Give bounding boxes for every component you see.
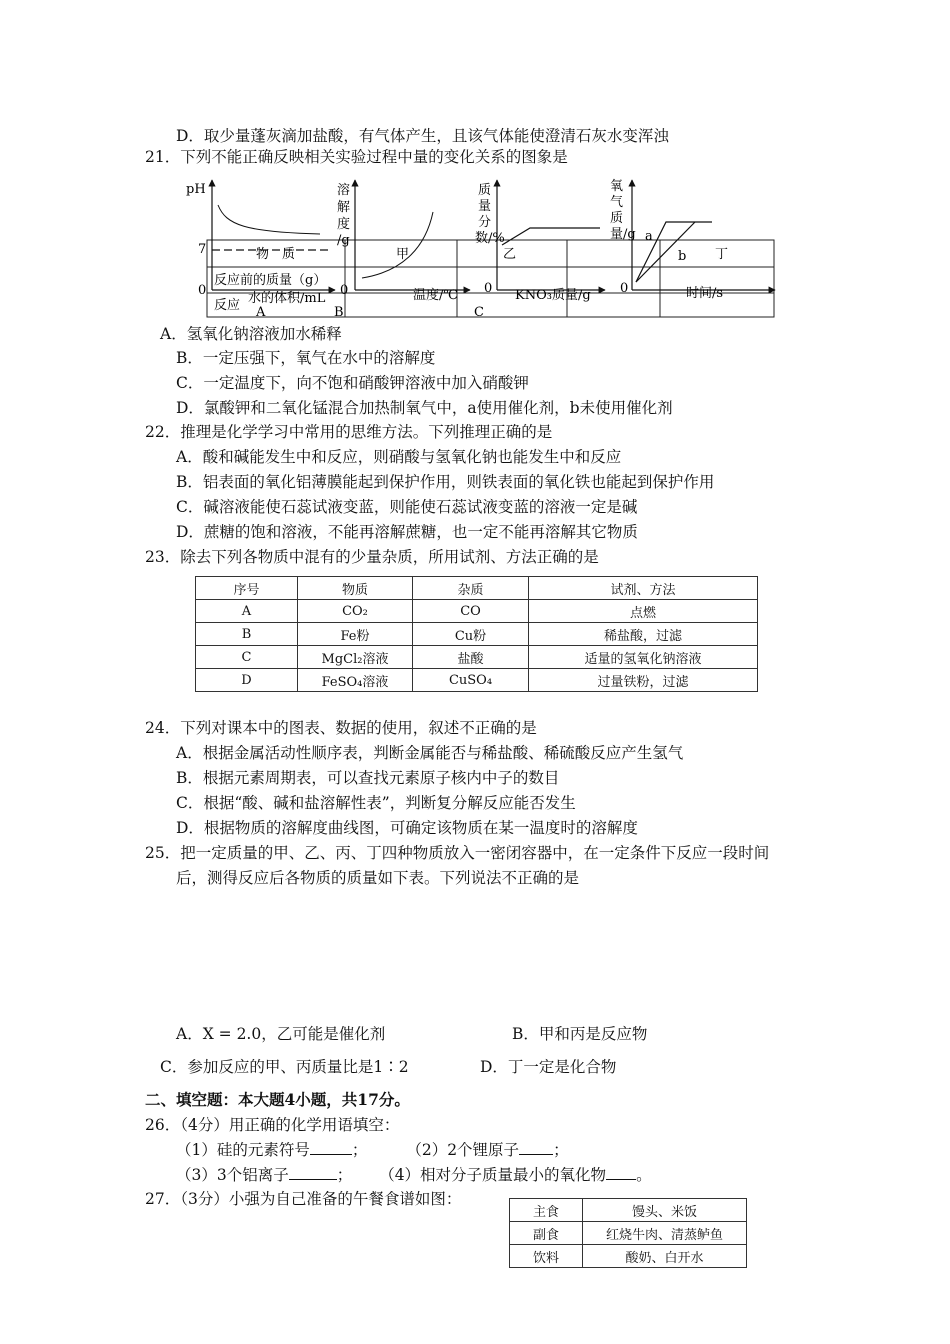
q22-option-d: D．蔗糖的饱和溶液，不能再溶解蔗糖，也一定不能再溶解其它物质 [176,523,638,541]
q22-option-c: C．碱溶液能使石蕊试液变蓝，则能使石蕊试液变蓝的溶液一定是碱 [176,498,638,516]
graph-c-tick-0: 0 [484,281,493,296]
table-cell: C [196,646,298,669]
graph-c [474,180,605,320]
q26-part4-period: 。 [636,1166,652,1184]
header-cell: 杂质 [413,577,529,600]
q23-stem: 23．除去下列各物质中混有的少量杂质，所用试剂、方法正确的是 [145,548,599,566]
table-cell: CuSO₄ [413,669,529,692]
q22-option-b: B．铝表面的氧化铝薄膜能起到保护作用，则铁表面的氧化铁也能起到保护作用 [176,473,715,491]
q21-option-c: C．一定温度下，向不饱和硝酸钾溶液中加入硝酸钾 [176,374,529,392]
table-row [196,669,758,692]
overlay-row2: 反应 [214,298,241,313]
q25-option-d: D．丁一定是化合物 [480,1058,617,1076]
table-cell: 过量铁粉，过滤 [529,669,758,692]
table-cell: D [196,669,298,692]
q26-part3-label: （3）3个铝离子 [176,1166,289,1184]
graph-b-ylabel-4: /g [337,233,350,248]
graph-c-ylabel-1: 质 [478,183,492,198]
header-cell: 物质 [298,577,413,600]
table-cell: 饮料 [510,1245,583,1268]
q25-option-b: B．甲和丙是反应物 [512,1025,648,1043]
graph-d-ylabel-4: 量/g [610,227,636,242]
graph-a-ylabel: pH [186,182,206,197]
q22-option-a: A．酸和碱能发生中和反应，则硝酸与氢氧化钠也能发生中和反应 [176,448,622,466]
graph-d-ylabel-2: 气 [610,195,624,210]
table-row [196,600,758,623]
q26-part4-label: （4）相对分子质量最小的氧化物 [379,1166,607,1184]
table-cell: B [196,623,298,646]
q26-line2 [176,1165,652,1185]
graph-c-line [502,228,600,245]
q26-part1-semicolon: ； [351,1141,368,1159]
table-cell: CO [413,600,529,623]
q25-stem-line2: 后，测得反应后各物质的质量如下表。下列说法不正确的是 [176,869,580,887]
q26-part2-blank[interactable] [519,1140,553,1155]
q21-stem: 21．下列不能正确反映相关实验过程中量的变化关系的图象是 [145,148,568,166]
table-cell: 稀盐酸，过滤 [529,623,758,646]
q26-part2-semicolon: ； [553,1141,569,1159]
q26-part4-blank[interactable] [606,1165,636,1180]
q26-part1-blank[interactable] [310,1140,352,1155]
table-cell: MgCl₂溶液 [298,646,413,669]
graph-d-ylabel-1: 氧 [610,179,624,194]
q21-option-a: A．氢氧化钠溶液加水稀释 [160,325,342,343]
graph-c-xlabel: KNO₃质量/g [515,288,591,303]
overlay-col3: 乙 [503,247,517,262]
graph-b-letter: B [334,305,344,320]
overlay-col1: 物 质 [256,247,296,262]
q25-stem-line1: 25．把一定质量的甲、乙、丙、丁四种物质放入一密闭容器中，在一定条件下反应一段时间 [145,844,770,862]
table-cell: FeSO₄溶液 [298,669,413,692]
q24-option-a: A．根据金属活动性顺序表，判断金属能否与稀盐酸、稀硫酸反应产生氢气 [176,744,684,762]
q26-part3-blank[interactable] [289,1165,337,1180]
q25-option-c: C．参加反应的甲、丙质量比是1∶2 [160,1058,409,1076]
q22-stem: 22．推理是化学学习中常用的思维方法。下列推理正确的是 [145,423,553,441]
table-cell: 酸奶、白开水 [583,1245,747,1268]
graph-c-ylabel-3: 分 [478,215,492,230]
graph-a [186,180,335,320]
overlay-row1: 反应前的质量（g） [214,273,327,288]
q26-part3-semicolon: ； [336,1166,353,1184]
q26-stem: 26．（4分）用正确的化学用语填空： [145,1116,400,1134]
table-cell: 馒头、米饭 [583,1199,747,1222]
q21-option-b: B．一定压强下，氧气在水中的溶解度 [176,349,436,367]
graph-c-letter: C [474,305,484,320]
graph-a-letter: A [256,305,266,320]
table-cell: A [196,600,298,623]
table-cell: 盐酸 [413,646,529,669]
q24-option-c: C．根据“酸、碱和盐溶解性表”，判断复分解反应能否发生 [176,794,576,812]
graph-b-tick-0: 0 [340,283,349,298]
graph-d-xlabel: 时间/s [686,286,724,301]
graph-a-xlabel: 水的体积/mL [248,291,326,306]
table-header-row [196,577,758,600]
graph-c-ylabel-4: 数/% [475,231,505,246]
table-cell: 点燃 [529,600,758,623]
q24-stem: 24．下列对课本中的图表、数据的使用，叙述不正确的是 [145,719,537,737]
header-cell: 试剂、方法 [529,577,758,600]
graph-b-curve [362,212,433,278]
q27-menu-table [509,1198,747,1268]
table-row [510,1245,747,1268]
table-cell: 红烧牛肉、清蒸鲈鱼 [583,1222,747,1245]
q27-stem: 27．（3分）小强为自己准备的午餐食谱如图： [145,1190,462,1208]
table-row [196,646,758,669]
graph-b-ylabel-3: 度 [337,217,351,232]
graph-a-tick-0: 0 [198,283,207,298]
graph-d-label-a: a [645,229,653,244]
table-cell: 副食 [510,1222,583,1245]
graph-a-tick-7: 7 [198,242,207,257]
q24-option-b: B．根据元素周期表，可以查找元素原子核内中子的数目 [176,769,560,787]
graph-a-curve [218,205,320,234]
q20-option-d: D．取少量蓬灰滴加盐酸，有气体产生，且该气体能使澄清石灰水变浑浊 [176,127,669,145]
table-row [510,1222,747,1245]
q26-part1-label: （1）硅的元素符号 [176,1141,310,1159]
graph-d-label-b: b [678,249,687,264]
graph-b-ylabel-2: 解 [337,200,351,215]
q26-part2-label: （2）2个锂原子 [406,1141,520,1159]
q21-graphs [0,0,950,330]
graph-d-tick-0: 0 [620,281,629,296]
table-cell: 主食 [510,1199,583,1222]
q24-option-d: D．根据物质的溶解度曲线图，可确定该物质在某一温度时的溶解度 [176,819,638,837]
overlay-col2: 甲 [396,247,410,262]
overlay-col4: 丁 [715,247,729,262]
table-cell: 适量的氢氧化钠溶液 [529,646,758,669]
table-cell: CO₂ [298,600,413,623]
table-row [196,623,758,646]
q26-line1 [176,1140,569,1160]
graph-d-ylabel-3: 质 [610,211,624,226]
q23-table [195,576,758,692]
graph-b-ylabel-1: 溶 [337,183,351,198]
q25-option-a: A．X = 2.0，乙可能是催化剂 [176,1025,386,1043]
table-row [510,1199,747,1222]
graph-b-xlabel: 温度/℃ [413,288,458,303]
section-2-heading: 二、填空题：本大题4小题，共17分。 [145,1090,410,1109]
graph-c-ylabel-2: 量 [478,199,492,214]
header-cell: 序号 [196,577,298,600]
table-cell: Fe粉 [298,623,413,646]
q21-option-d: D．氯酸钾和二氧化锰混合加热制氧气中，a使用催化剂，b未使用催化剂 [176,399,673,417]
table-cell: Cu粉 [413,623,529,646]
